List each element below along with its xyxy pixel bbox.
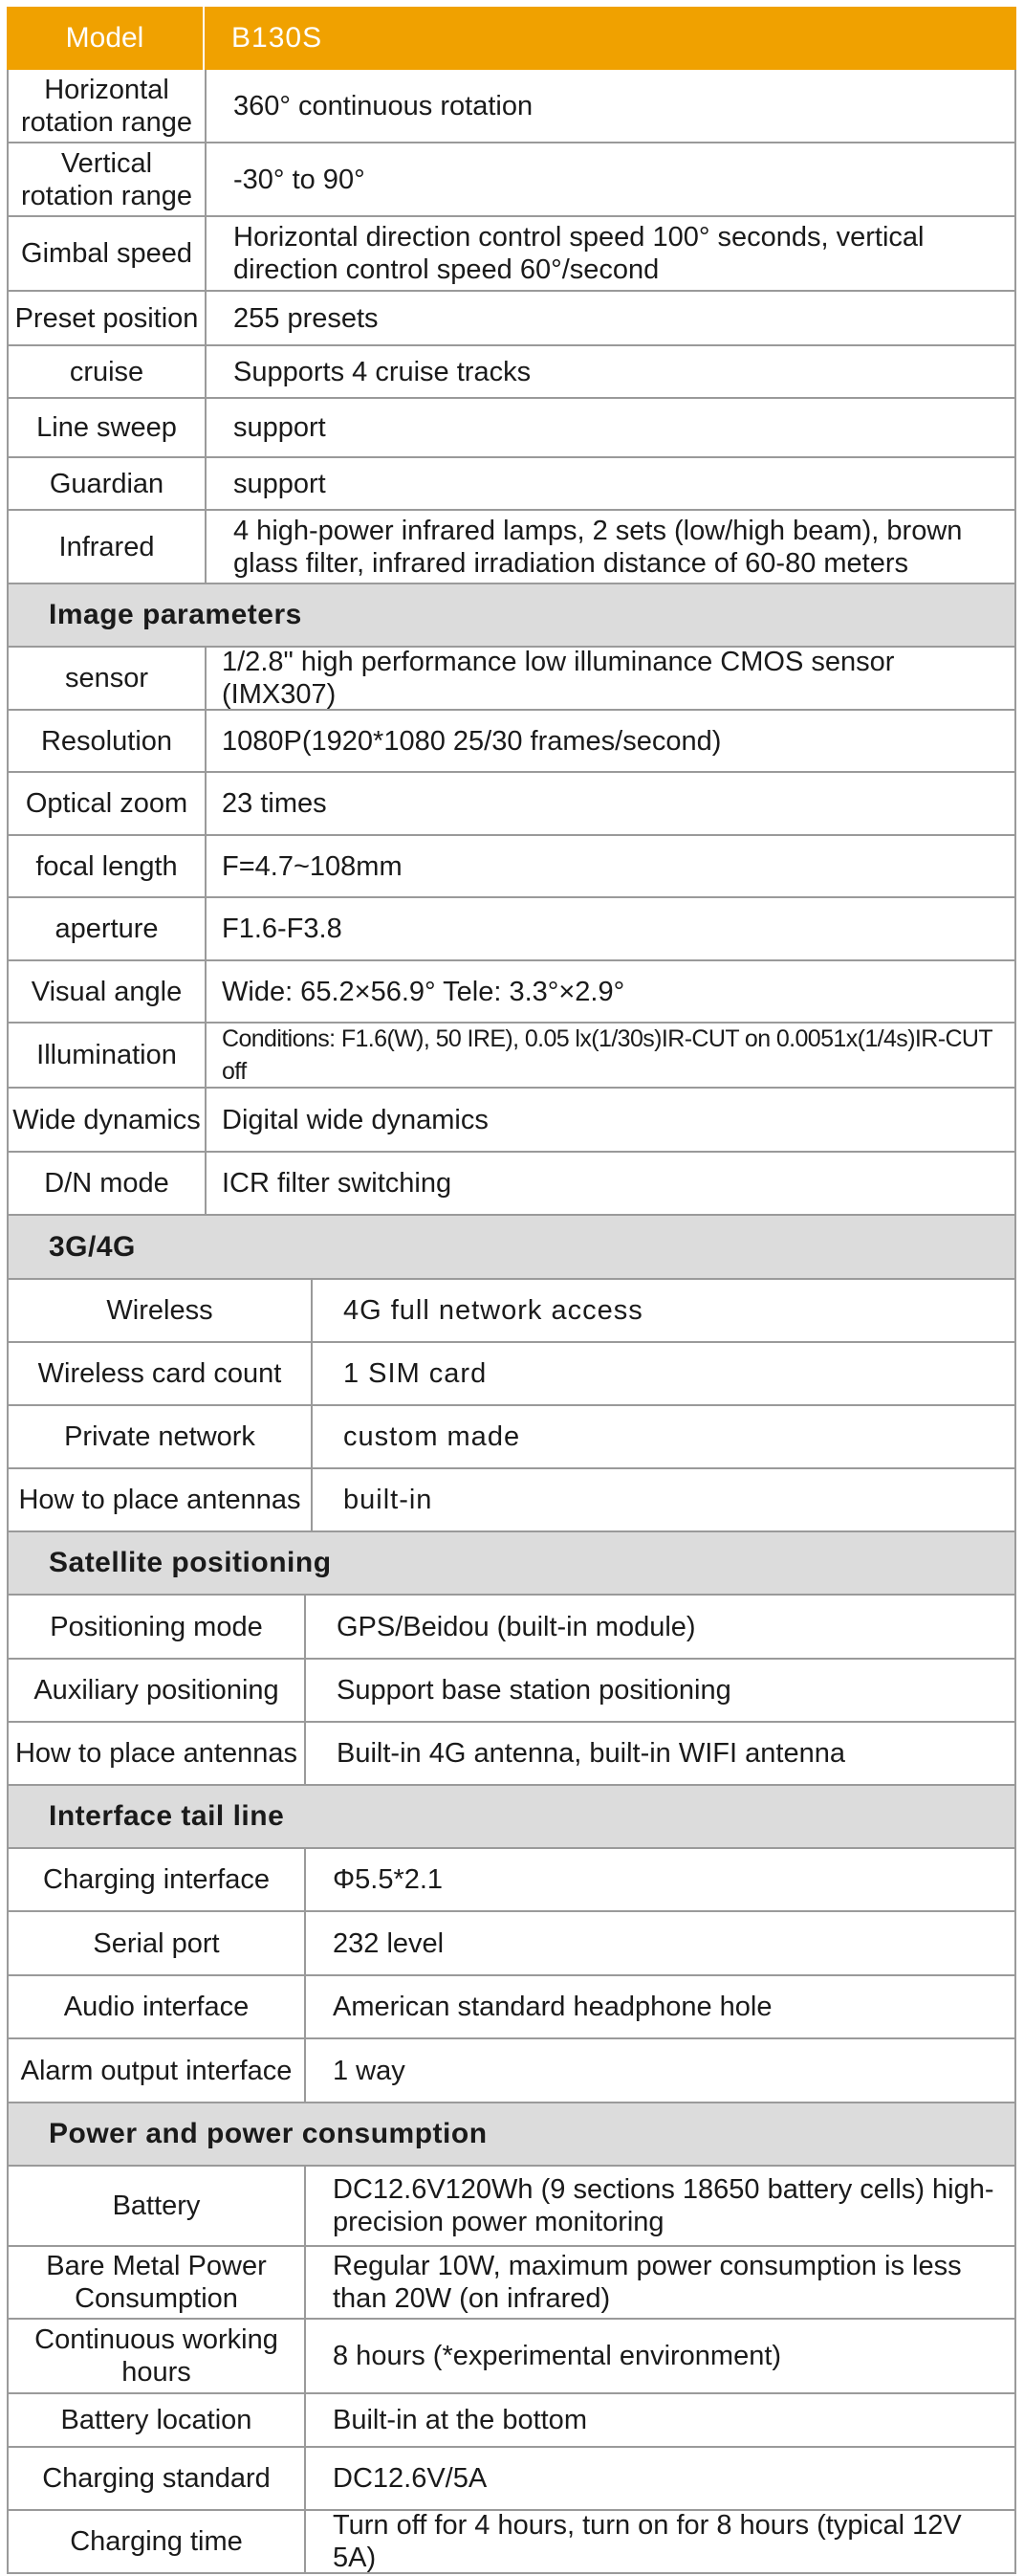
model-value: B130S bbox=[231, 22, 323, 54]
spec-row-resolution bbox=[7, 711, 1016, 773]
spec-value: 255 presets bbox=[233, 302, 379, 334]
spec-value: 4 high-power infrared lamps, 2 sets (low/high beam), brown glass filter, infrared irradiation distance of 60-80 meters bbox=[233, 515, 963, 579]
spec-value: -30° to 90° bbox=[233, 164, 365, 195]
spec-label: Charging interface bbox=[9, 1849, 306, 1910]
spec-value: support bbox=[233, 468, 326, 499]
spec-label: Line sweep bbox=[9, 399, 207, 456]
model-header-row bbox=[7, 7, 1016, 70]
spec-label: Visual angle bbox=[9, 961, 207, 1022]
spec-row-antenna-placement bbox=[7, 1469, 1016, 1532]
spec-value: built-in bbox=[343, 1485, 433, 1515]
spec-value: F=4.7~108mm bbox=[222, 850, 403, 882]
spec-label: Bare Metal Power Consumption bbox=[9, 2247, 306, 2318]
spec-label: Optical zoom bbox=[9, 773, 207, 834]
spec-row-preset-position bbox=[7, 292, 1016, 346]
spec-label: Horizontal rotation range bbox=[9, 70, 207, 142]
spec-label: cruise bbox=[9, 346, 207, 397]
spec-value: Regular 10W, maximum power consumption is less than 20W (on infrared) bbox=[333, 2251, 962, 2314]
spec-label: sensor bbox=[9, 648, 207, 709]
spec-value: DC12.6V/5A bbox=[333, 2463, 488, 2494]
spec-value: F1.6-F3.8 bbox=[222, 914, 342, 944]
spec-label: Alarm output interface bbox=[9, 2039, 306, 2102]
spec-row-wireless bbox=[7, 1280, 1016, 1343]
section-interface-tail-line bbox=[7, 1786, 1016, 1849]
section-title: 3G/4G bbox=[49, 1230, 136, 1263]
spec-label: Charging time bbox=[9, 2511, 306, 2572]
spec-label: Private network bbox=[9, 1406, 313, 1467]
spec-label: Infrared bbox=[9, 511, 207, 583]
spec-value: support bbox=[233, 412, 326, 443]
spec-label: Serial port bbox=[9, 1912, 306, 1974]
section-title: Interface tail line bbox=[49, 1800, 285, 1832]
spec-value: Turn off for 4 hours, turn on for 8 hours (typical 12V 5A) bbox=[333, 2510, 962, 2573]
spec-value: Supports 4 cruise tracks bbox=[233, 356, 532, 387]
spec-row-optical-zoom bbox=[7, 773, 1016, 836]
spec-row-aperture bbox=[7, 898, 1016, 961]
section-title: Satellite positioning bbox=[49, 1547, 332, 1578]
spec-value: 1080P(1920*1080 25/30 frames/second) bbox=[222, 725, 722, 757]
spec-row-auxiliary-positioning bbox=[7, 1660, 1016, 1723]
spec-row-visual-angle bbox=[7, 961, 1016, 1024]
spec-row-charging-interface bbox=[7, 1849, 1016, 1912]
spec-value: 1/2.8" high performance low illuminance CMOS sensor (IMX307) bbox=[222, 647, 895, 710]
spec-value: 8 hours (*experimental environment) bbox=[333, 2341, 782, 2371]
spec-row-focal-length bbox=[7, 836, 1016, 898]
spec-row-line-sweep bbox=[7, 399, 1016, 458]
spec-row-antenna-placement-satellite bbox=[7, 1723, 1016, 1786]
spec-row-dn-mode bbox=[7, 1153, 1016, 1216]
spec-value: 1 way bbox=[333, 2055, 405, 2086]
spec-value: DC12.6V120Wh (9 sections 18650 battery cells) high-precision power monitoring bbox=[333, 2174, 994, 2237]
spec-label: Charging standard bbox=[9, 2448, 306, 2509]
spec-row-battery bbox=[7, 2167, 1016, 2247]
spec-value: Built-in at the bottom bbox=[333, 2405, 587, 2435]
spec-value: Φ5.5*2.1 bbox=[333, 1864, 444, 1895]
spec-label: Guardian bbox=[9, 458, 207, 509]
spec-row-wide-dynamics bbox=[7, 1089, 1016, 1153]
spec-label: aperture bbox=[9, 898, 207, 959]
spec-label: Resolution bbox=[9, 711, 207, 771]
spec-value: Horizontal direction control speed 100° seconds, vertical direction control speed 60°/second bbox=[233, 222, 925, 285]
spec-row-audio-interface bbox=[7, 1976, 1016, 2039]
spec-row-gimbal-speed bbox=[7, 217, 1016, 292]
spec-value: ICR filter switching bbox=[222, 1168, 452, 1199]
spec-label: focal length bbox=[9, 836, 207, 896]
spec-row-private-network bbox=[7, 1406, 1016, 1469]
spec-label: Continuous working hours bbox=[9, 2320, 306, 2392]
spec-value: GPS/Beidou (built-in module) bbox=[337, 1611, 696, 1642]
spec-row-vertical-rotation bbox=[7, 143, 1016, 217]
spec-row-continuous-working-hours bbox=[7, 2320, 1016, 2394]
spec-label: Vertical rotation range bbox=[9, 143, 207, 215]
spec-value: Digital wide dynamics bbox=[222, 1104, 489, 1135]
spec-value: Built-in 4G antenna, built-in WIFI antenna bbox=[337, 1738, 845, 1769]
section-title: Power and power consumption bbox=[49, 2118, 488, 2149]
spec-row-charging-time bbox=[7, 2511, 1016, 2574]
section-image-parameters bbox=[7, 584, 1016, 648]
spec-value: Wide: 65.2×56.9° Tele: 3.3°×2.9° bbox=[222, 976, 625, 1007]
spec-row-horizontal-rotation bbox=[7, 70, 1016, 143]
spec-value: American standard headphone hole bbox=[333, 1992, 773, 2022]
section-power bbox=[7, 2103, 1016, 2167]
spec-label: How to place antennas bbox=[9, 1723, 306, 1784]
spec-label: Battery bbox=[9, 2167, 306, 2245]
spec-value: 232 level bbox=[333, 1927, 445, 1959]
spec-value: 360° continuous rotation bbox=[233, 90, 534, 121]
spec-label: How to place antennas bbox=[9, 1469, 313, 1530]
spec-label: Preset position bbox=[9, 292, 207, 344]
section-title: Image parameters bbox=[49, 599, 302, 630]
spec-row-wireless-card-count bbox=[7, 1343, 1016, 1406]
spec-value: 4G full network access bbox=[343, 1295, 643, 1326]
spec-row-positioning-mode bbox=[7, 1596, 1016, 1660]
spec-label: Illumination bbox=[9, 1024, 207, 1087]
spec-label: Wireless card count bbox=[9, 1343, 313, 1404]
spec-value: Support base station positioning bbox=[337, 1675, 731, 1706]
spec-label: Wireless bbox=[9, 1280, 313, 1341]
spec-value: 23 times bbox=[222, 788, 327, 819]
spec-row-charging-standard bbox=[7, 2448, 1016, 2511]
spec-label: Audio interface bbox=[9, 1976, 306, 2037]
spec-label: Gimbal speed bbox=[9, 217, 207, 290]
spec-label: D/N mode bbox=[9, 1153, 207, 1214]
spec-row-alarm-output bbox=[7, 2039, 1016, 2103]
spec-label: Wide dynamics bbox=[9, 1089, 207, 1151]
model-label: Model bbox=[7, 7, 205, 70]
spec-value: custom made bbox=[343, 1421, 521, 1452]
section-3g-4g bbox=[7, 1216, 1016, 1280]
section-satellite-positioning bbox=[7, 1532, 1016, 1596]
spec-value: Conditions: F1.6(W), 50 IRE), 0.05 lx(1/30s)IR-CUT on 0.0051x(1/4s)IR-CUT off bbox=[222, 1025, 992, 1085]
spec-value: 1 SIM card bbox=[343, 1358, 488, 1389]
spec-label: Positioning mode bbox=[9, 1596, 306, 1658]
spec-label: Auxiliary positioning bbox=[9, 1660, 306, 1721]
spec-row-battery-location bbox=[7, 2394, 1016, 2448]
spec-row-sensor bbox=[7, 648, 1016, 711]
spec-label: Battery location bbox=[9, 2394, 306, 2446]
spec-row-serial-port bbox=[7, 1912, 1016, 1976]
spec-row-guardian bbox=[7, 458, 1016, 511]
spec-row-infrared bbox=[7, 511, 1016, 584]
spec-row-cruise bbox=[7, 346, 1016, 399]
spec-row-bare-metal-power bbox=[7, 2247, 1016, 2320]
spec-row-illumination bbox=[7, 1024, 1016, 1089]
